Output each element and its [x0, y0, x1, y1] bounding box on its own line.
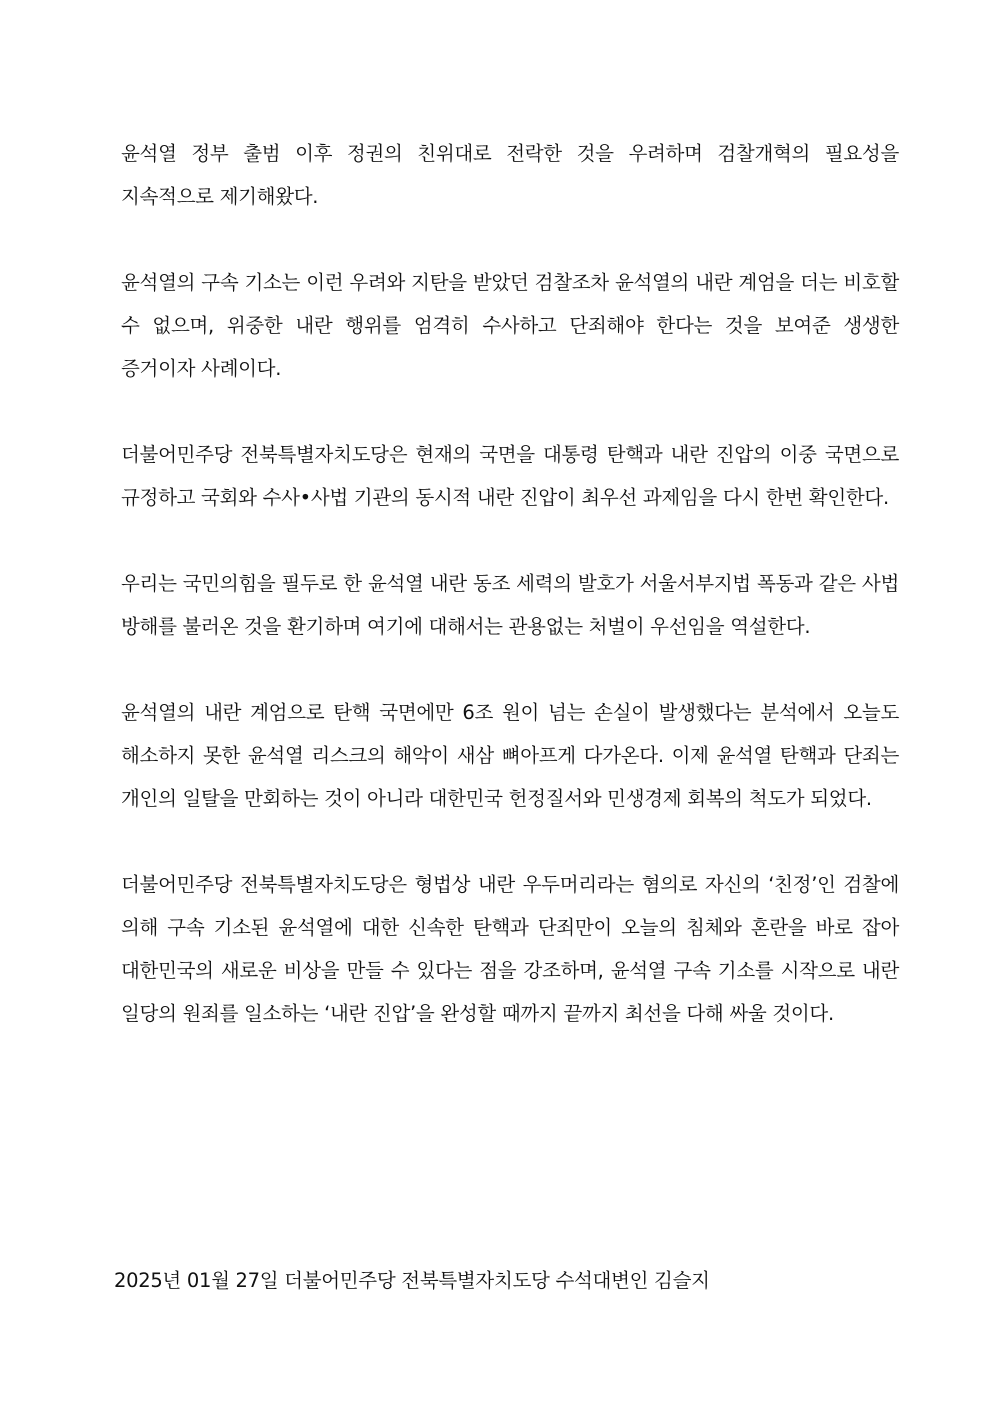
statement-body	[121, 132, 899, 1078]
paragraph-indictment-evidence: 윤석열의 구속 기소는 이런 우려와 지탄을 받았던 검찰조차 윤석열의 내란 계엄을 더는 비호할 수 없으며, 위중한 내란 행위를 엄격히 수사하고 단죄해야 한다는 것을 보여준 생생한 증거이자 사례이다.	[121, 271, 899, 380]
paragraph-dual-phase: 더불어민주당 전북특별자치도당은 현재의 국면을 대통령 탄핵과 내란 진압의 이중 국면으로 규정하고 국회와 수사•사법 기관의 동시적 내란 진압이 최우선 과제임을 다시 한번 확인한다.	[121, 443, 899, 509]
paragraph-punishment-priority: 우리는 국민의힘을 필두로 한 윤석열 내란 동조 세력의 발호가 서울서부지법 폭동과 같은 사법 방해를 불러온 것을 환기하며 여기에 대해서는 관용없는 처벌이 우선임을 역설한다.	[121, 572, 899, 638]
paragraph-final-resolution: 더불어민주당 전북특별자치도당은 형법상 내란 우두머리라는 혐의로 자신의 ‘친정’인 검찰에 의해 구속 기소된 윤석열에 대한 신속한 탄핵과 단죄만이 오늘의 침체와 혼란을 바로 잡아 대한민국의 새로운 비상을 만들 수 있다는 점을 강조하며, 윤석열 구속 기소를 시작으로 내란 일당의 원죄를 일소하는 ‘내란 진압’을 완성할 때까지 끝까지 최선을 다해 싸울 것이다.	[121, 873, 899, 1025]
signature-line: 2025년 01월 27일 더불어민주당 전북특별자치도당 수석대변인 김슬지	[114, 1269, 710, 1292]
paragraph-prosecution-reform: 윤석열 정부 출범 이후 정권의 친위대로 전락한 것을 우려하며 검찰개혁의 필요성을 지속적으로 제기해왔다.	[121, 142, 899, 208]
paragraph-economic-loss: 윤석열의 내란 계엄으로 탄핵 국면에만 6조 원이 넘는 손실이 발생했다는 분석에서 오늘도 해소하지 못한 윤석열 리스크의 해악이 새삼 뼈아프게 다가온다. 이제 윤석열 탄핵과 단죄는 개인의 일탈을 만회하는 것이 아니라 대한민국 헌정질서와 민생경제 회복의 척도가 되었다.	[121, 701, 899, 810]
